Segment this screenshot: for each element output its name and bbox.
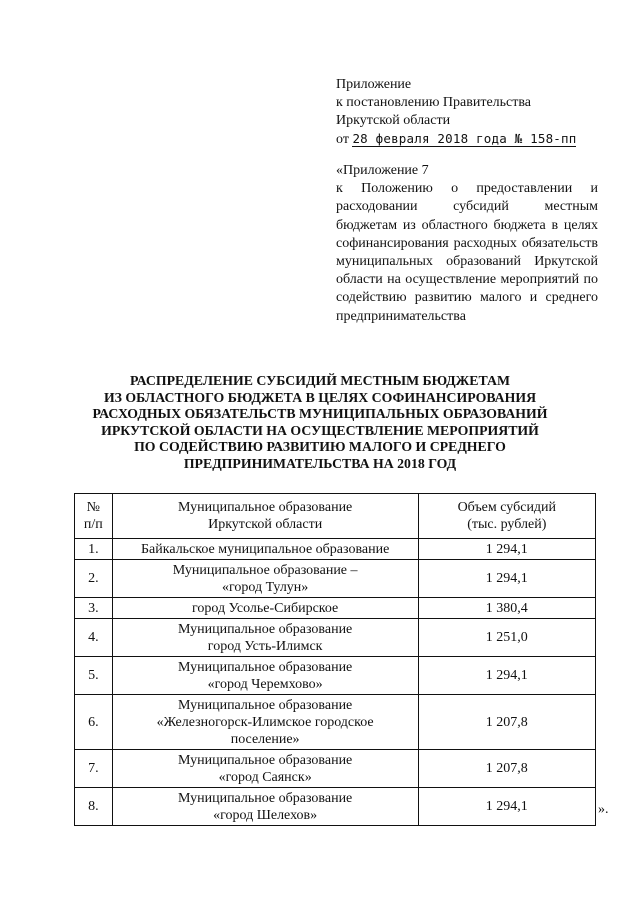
row-num: 8. [75,788,113,826]
row-value: 1 294,1 [418,539,595,560]
row-mun-line-1: Муниципальное образование – [172,562,358,578]
document-title [78,373,562,473]
row-num: 2. [75,560,113,598]
row-municipality [112,598,418,619]
table-row [75,598,596,619]
row-num: 6. [75,695,113,750]
table-row [75,560,596,598]
row-value: 1 294,1 [418,657,595,695]
regulation-block [336,162,598,326]
table-row [75,750,596,788]
header-num-line-2: п/п [83,517,103,532]
table-row [75,539,596,560]
regulation-heading: «Приложение 7 [336,163,429,178]
row-mun-line-1: Байкальское муниципальное образование [141,541,390,557]
row-municipality [112,695,418,750]
title-line-1: РАСПРЕДЕЛЕНИЕ СУБСИДИЙ МЕСТНЫМ БЮДЖЕТАМ [129,373,510,388]
row-num: 1. [75,539,113,560]
row-municipality [112,750,418,788]
row-value: 1 294,1 [418,560,595,598]
table-header-row [75,494,596,539]
row-municipality [112,657,418,695]
row-mun-line-1: Муниципальное образование [178,659,353,675]
title-line-6: ПРЕДПРИНИМАТЕЛЬСТВА НА 2018 ГОД [183,455,457,471]
row-num: 4. [75,619,113,657]
header-num [75,494,113,539]
appendix-line-3: Иркутской области [336,113,451,128]
title-line-3: РАСХОДНЫХ ОБЯЗАТЕЛЬСТВ МУНИЦИПАЛЬНЫХ ОБРАЗОВАНИЙ [92,406,548,422]
row-mun-line-1: город Усолье-Сибирское [192,600,339,616]
header-value [418,494,595,539]
header-mun-line-1: Муниципальное образование [178,500,353,515]
row-mun-line-2: «город Тулун» [221,579,309,595]
header-num-line-1: № [86,500,101,515]
title-line-4: ИРКУТСКОЙ ОБЛАСТИ НА ОСУЩЕСТВЛЕНИЕ МЕРОПРИЯТИЙ [101,422,539,438]
header-municipality [112,494,418,539]
row-mun-line-3: поселение» [230,731,300,747]
row-num: 5. [75,657,113,695]
closing-quote-mark: ». [598,802,609,817]
table-row [75,619,596,657]
row-value: 1 207,8 [418,695,595,750]
title-line-2: ИЗ ОБЛАСТНОГО БЮДЖЕТА В ЦЕЛЯХ СОФИНАНСИРОВАНИЯ [103,389,537,405]
row-mun-line-1: Муниципальное образование [178,752,353,768]
row-value: 1 294,1 [418,788,595,826]
appendix-line-2: к постановлению Правительства [336,95,532,110]
row-mun-line-2: город Усть-Илимск [207,638,323,654]
row-num: 7. [75,750,113,788]
row-num: 3. [75,598,113,619]
row-value: 1 251,0 [418,619,595,657]
header-mun-line-2: Иркутской области [208,517,323,532]
row-municipality [112,619,418,657]
table-row [75,788,596,826]
header-val-line-1: Объем субсидий [457,500,557,515]
row-mun-line-1: Муниципальное образование [178,697,353,713]
row-mun-line-1: Муниципальное образование [178,790,353,806]
appendix-block [336,76,598,149]
appendix-line-1: Приложение [336,77,412,92]
header-val-line-2: (тыс. рублей) [467,517,547,532]
row-municipality [112,539,418,560]
row-mun-line-2: «город Черемхово» [207,676,323,692]
regulation-body: к Положению о предоставлении и расходовании субсидий местным бюджетам из областного бюджета в целях софинансирования расходных обязательств муниципальных образований Иркутской области на осуществление мероприятий по содействию развитию малого и среднего предпринимательства [336,181,598,324]
row-mun-line-2: «город Шелехов» [213,807,318,823]
appendix-date-line [336,130,598,149]
subsidy-table [74,493,596,826]
row-mun-line-2: «Железногорск-Илимское городское [156,714,374,730]
appendix-date-value: 28 февраля 2018 года № 158-пп [352,131,577,146]
title-line-5: ПО СОДЕЙСТВИЮ РАЗВИТИЮ МАЛОГО И СРЕДНЕГО [134,439,506,455]
row-value: 1 380,4 [418,598,595,619]
appendix-date-prefix: от [336,132,349,147]
row-municipality [112,560,418,598]
row-mun-line-1: Муниципальное образование [178,621,353,637]
row-mun-line-2: «город Саянск» [218,769,312,785]
row-municipality [112,788,418,826]
table-row [75,695,596,750]
table-row [75,657,596,695]
row-value: 1 207,8 [418,750,595,788]
